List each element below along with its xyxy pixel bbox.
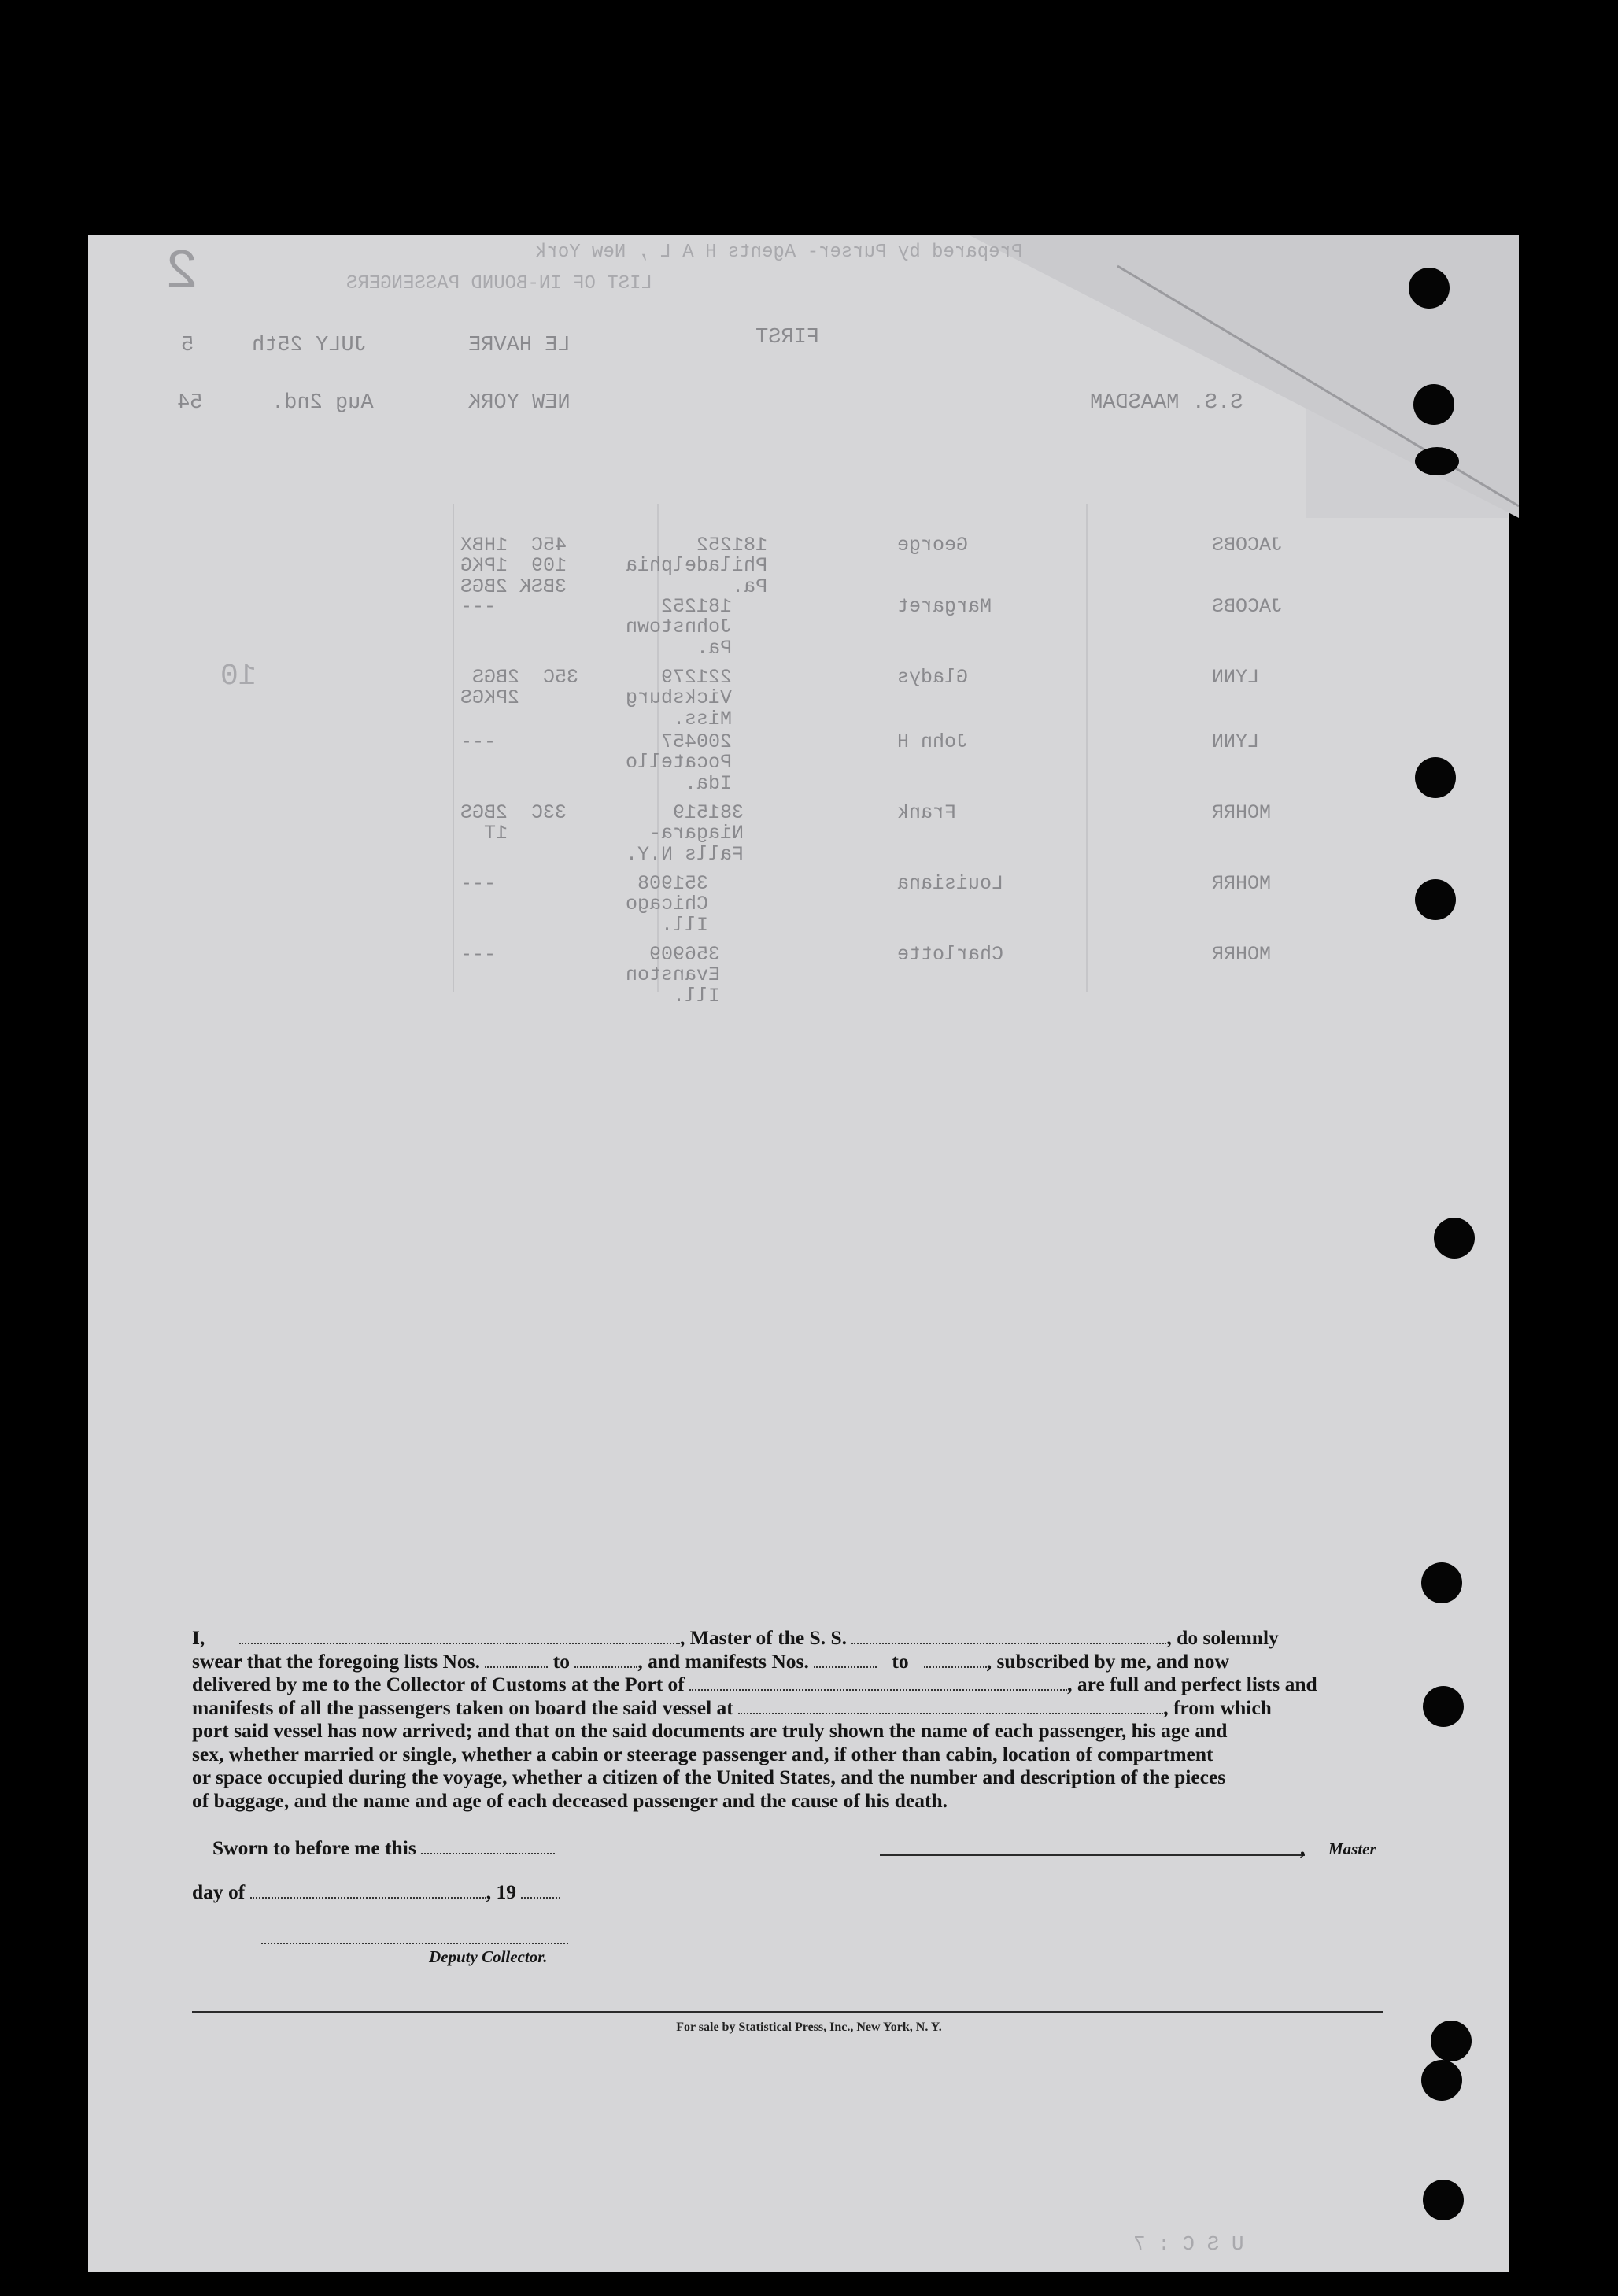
footer-imprint: For sale by Statistical Press, Inc., New York, N. Y.: [676, 2021, 942, 2034]
deputy-signature-line[interactable]: [261, 1932, 568, 1944]
oath-master-text: , Master of the S. S.: [680, 1626, 848, 1649]
arrival-date: Aug 2nd.: [272, 391, 374, 415]
binder-hole: [1423, 2180, 1464, 2220]
passenger-surname: JACOBS: [1212, 595, 1284, 618]
binder-hole: [1434, 1218, 1475, 1259]
ship-blank[interactable]: [851, 1632, 1166, 1644]
sworn-date-blank[interactable]: [421, 1842, 555, 1854]
prepared-line: Prepared by Purser- Agents H A L , New York: [535, 242, 1023, 263]
oath-line: [192, 1696, 1382, 1720]
class-label: FIRST: [755, 326, 820, 349]
ship-name: S.S. MAASDAM: [1090, 391, 1243, 415]
list-to-blank[interactable]: [574, 1655, 637, 1668]
column-rule: [1086, 504, 1088, 992]
binder-hole: [1415, 757, 1456, 798]
oath-manifests-text: , and manifests Nos.: [637, 1649, 809, 1673]
manifest-to-blank[interactable]: [924, 1655, 987, 1668]
margin-mark: 10: [220, 660, 257, 693]
comma: ,: [1300, 1836, 1306, 1859]
binder-hole: [1431, 2021, 1472, 2061]
oath-to-text: to: [552, 1649, 570, 1673]
bottom-rule: [192, 2011, 1383, 2013]
oath-subscribed-text: , subscribed by me, and now: [986, 1649, 1229, 1673]
passenger-surname: MOHRR: [1212, 872, 1272, 895]
oath-line: [192, 1626, 1382, 1650]
passenger-surname: LYNN: [1212, 666, 1260, 689]
passenger-given-name: Frank: [897, 801, 957, 824]
oath-paragraph: [192, 1626, 1382, 1812]
year-blank[interactable]: [521, 1886, 560, 1899]
passenger-given-name: Margaret: [897, 595, 992, 618]
passenger-address: 200457 Pocatello Ida.: [626, 730, 733, 795]
oath-line: [192, 1673, 1382, 1696]
passenger-surname: MOHRR: [1212, 943, 1272, 966]
departure-date: JULY 25th: [252, 334, 367, 357]
passenger-baggage: 33C 2BGS 1T: [460, 801, 567, 845]
manifest-page: [88, 235, 1509, 2272]
oath-line: [192, 1650, 1382, 1673]
list-from-blank[interactable]: [485, 1655, 548, 1668]
binder-hole: [1421, 1562, 1462, 1603]
year-text: , 19: [486, 1880, 516, 1903]
binder-hole: [1423, 1686, 1464, 1727]
passenger-given-name: Charlotte: [897, 943, 1004, 966]
oath-i: I,: [192, 1626, 205, 1649]
master-label: Master: [1328, 1839, 1376, 1858]
oath-line: of baggage, and the name and age of each deceased passenger and the cause of his death.: [192, 1788, 948, 1812]
passenger-baggage: ---: [460, 730, 497, 753]
master-signature-line[interactable]: [880, 1854, 1305, 1856]
bottom-code: U S C : 7: [1133, 2232, 1244, 2256]
passenger-count: 54: [177, 391, 203, 415]
passenger-address: 181252 Johnstown Pa.: [626, 595, 733, 660]
day-blank[interactable]: [250, 1886, 486, 1899]
passenger-address: 381519 Niagara- Falls N.Y.: [626, 801, 744, 866]
list-title: LIST OF IN-BOUND PASSENGERS: [346, 273, 652, 294]
vessel-port-blank[interactable]: [738, 1702, 1163, 1714]
port-blank[interactable]: [689, 1678, 1067, 1691]
passenger-address: 181252 Philadelphia Pa.: [626, 534, 768, 598]
oath-port-text: delivered by me to the Collector of Customs at the Port of: [192, 1673, 685, 1695]
departure-port: LE HAVRE: [468, 334, 571, 357]
passenger-baggage: 35C 2BGS 2PKGS: [460, 666, 579, 710]
passenger-given-name: Louisiana: [897, 872, 1004, 895]
passenger-surname: MOHRR: [1212, 801, 1272, 824]
passenger-baggage: 45C 1HBX 109 1PKG 3BSK 2BGS: [460, 534, 567, 598]
passenger-given-name: Gladys: [897, 666, 969, 689]
list-number: 2: [165, 242, 199, 304]
binder-hole: [1415, 879, 1456, 920]
column-rule: [453, 504, 454, 992]
oath-line: sex, whether married or single, whether a cabin or steerage passenger and, if other than cabin, location of compartment: [192, 1742, 1214, 1765]
binder-hole: [1415, 447, 1459, 475]
oath-vessel-text: manifests of all the passengers taken on board the said vessel at: [192, 1695, 733, 1719]
passenger-baggage: ---: [460, 595, 497, 618]
oath-lists-text: swear that the foregoing lists Nos.: [192, 1649, 480, 1673]
oath-line: or space occupied during the voyage, whether a citizen of the United States, and the number and description of the pieces: [192, 1765, 1226, 1788]
passenger-baggage: ---: [460, 943, 497, 966]
arrival-port: NEW YORK: [468, 391, 571, 415]
oath-from-which-text: , from which: [1163, 1695, 1272, 1719]
sworn-text: Sworn to before me this: [212, 1836, 555, 1860]
passenger-surname: JACOBS: [1212, 534, 1284, 556]
binder-hole: [1409, 268, 1450, 309]
oath-perfect-text: , are full and perfect lists and: [1067, 1673, 1317, 1695]
oath-line: port said vessel has now arrived; and that on the said documents are truly shown the name of each passenger, his age and: [192, 1719, 1228, 1742]
passenger-given-name: John H: [897, 730, 969, 753]
name-blank[interactable]: [239, 1632, 680, 1644]
day-of-text: day of , 19: [192, 1880, 560, 1904]
oath-to-text: to: [892, 1649, 909, 1673]
passenger-address: 351908 Chicago Ill.: [626, 872, 709, 937]
sheet-number: 5: [181, 334, 194, 357]
binder-hole: [1413, 384, 1454, 425]
manifest-from-blank[interactable]: [814, 1655, 877, 1668]
passenger-address: 356909 Evanston Ill.: [626, 943, 721, 1008]
passenger-address: 221279 Vicksburg Miss.: [626, 666, 733, 730]
oath-solemnly-text: , do solemnly: [1166, 1626, 1279, 1649]
passenger-baggage: ---: [460, 872, 497, 895]
passenger-surname: LYNN: [1212, 730, 1260, 753]
passenger-given-name: George: [897, 534, 969, 556]
binder-hole: [1421, 2060, 1462, 2101]
deputy-collector-label: Deputy Collector.: [429, 1947, 548, 1966]
